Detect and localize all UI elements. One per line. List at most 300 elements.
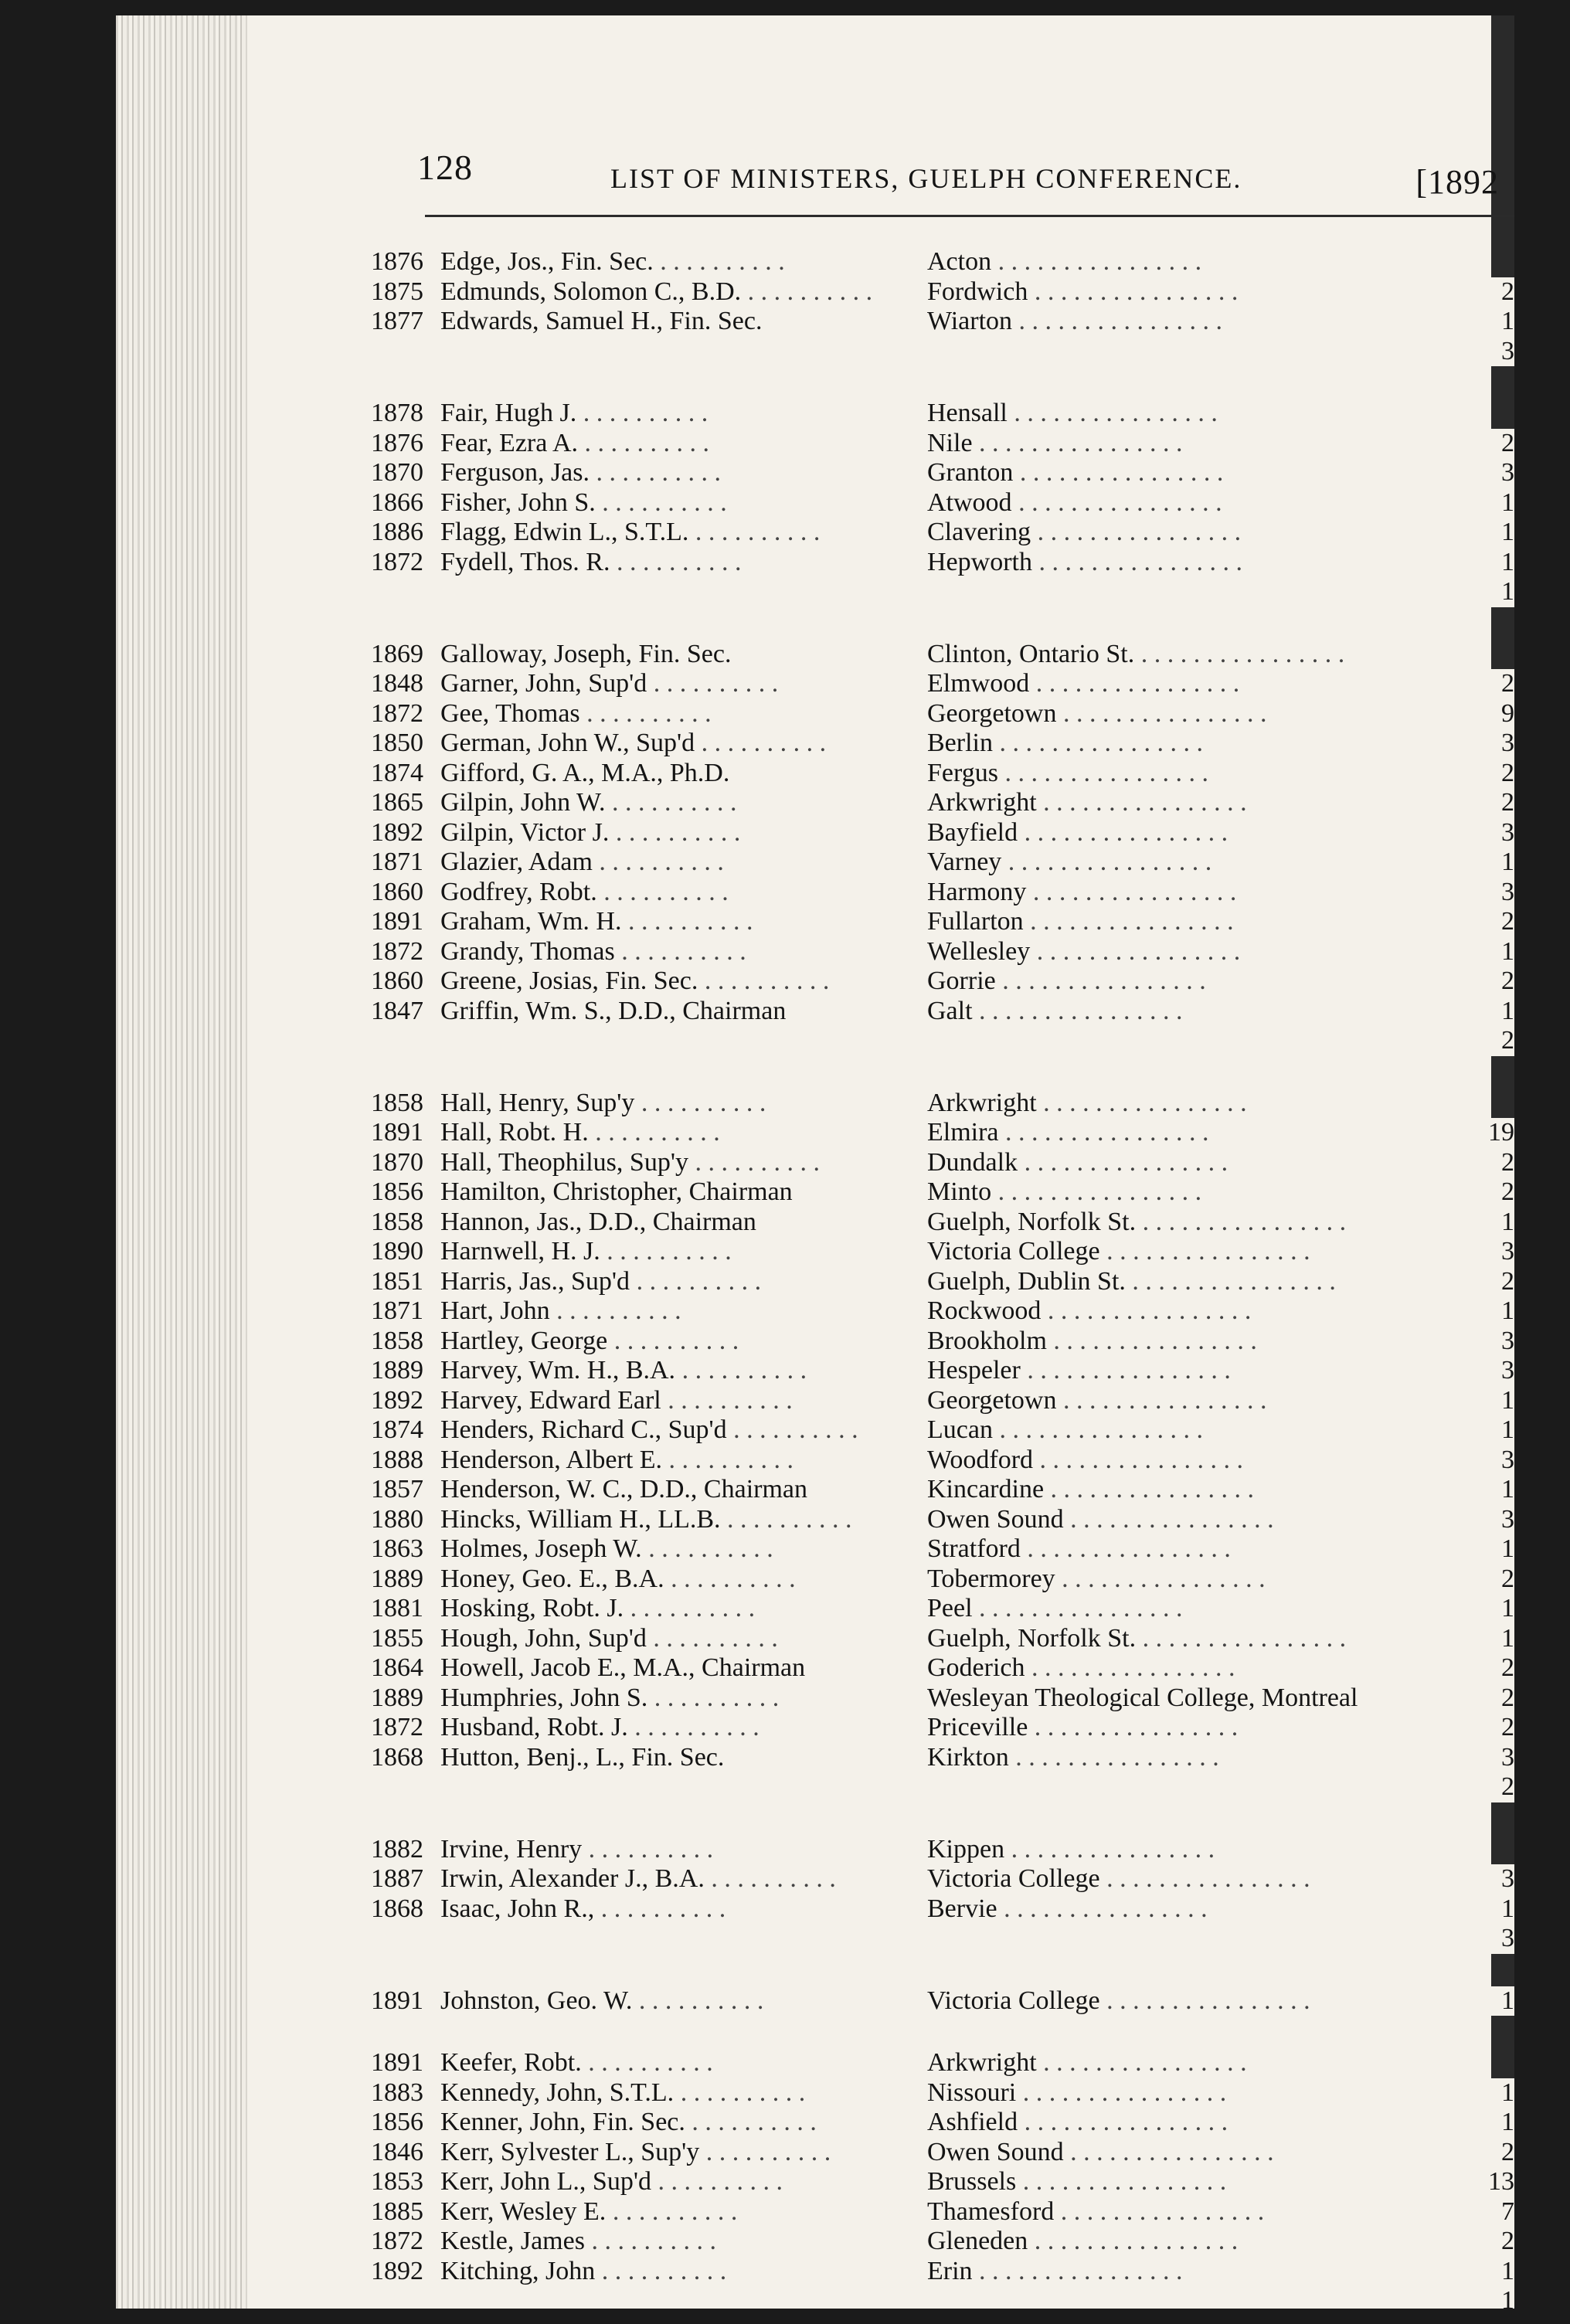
entry-year: 1846 bbox=[371, 2137, 423, 2166]
page-edge bbox=[116, 15, 247, 2309]
station-name: Fullarton . . bbox=[927, 907, 1468, 937]
minister-name: Hart, John . . bbox=[440, 1296, 919, 1327]
station-name: Woodford . . bbox=[927, 1446, 1468, 1476]
years-count: 13 bbox=[1463, 2167, 1514, 2197]
entry-year: 1877 bbox=[371, 307, 423, 335]
station-name: Georgetown . . bbox=[927, 699, 1468, 729]
station-name: Georgetown . . bbox=[927, 1386, 1468, 1416]
minister-row bbox=[371, 2138, 1514, 2168]
minister-row bbox=[371, 1148, 1514, 1178]
minister-row bbox=[371, 548, 1514, 578]
station-name: Victoria College . . bbox=[927, 1237, 1468, 1267]
letter-group bbox=[371, 1986, 1514, 2017]
station-name: Brookholm . . bbox=[927, 1327, 1468, 1357]
minister-name: Flagg, Edwin L., S.T.L. . . bbox=[440, 518, 919, 548]
minister-name: Johnston, Geo. W. . . bbox=[440, 1986, 919, 2017]
station-name: Brussels . . bbox=[927, 2167, 1468, 2197]
letter-group bbox=[371, 640, 1514, 1056]
minister-name: Kitching, John . . bbox=[440, 2257, 919, 2287]
minister-row bbox=[371, 1267, 1514, 1297]
entry-year: 1891 bbox=[371, 2048, 423, 2077]
minister-name: Kestle, James . . bbox=[440, 2227, 919, 2257]
station-name: Victoria College . . bbox=[927, 1986, 1468, 2017]
entry-year: 1857 bbox=[371, 1475, 423, 1503]
minister-name: Hartley, George . . bbox=[440, 1327, 919, 1357]
minister-name: Fear, Ezra A. . . bbox=[440, 429, 919, 459]
minister-row bbox=[371, 2048, 1514, 2078]
minister-name: Holmes, Joseph W. . . bbox=[440, 1534, 919, 1565]
minister-name: Fair, Hugh J. . . bbox=[440, 399, 919, 429]
minister-row bbox=[371, 1684, 1514, 1714]
station-name: Elmwood . . bbox=[927, 669, 1468, 699]
entry-year: 1881 bbox=[371, 1594, 423, 1622]
years-count: 7 bbox=[1463, 2197, 1514, 2227]
minister-row bbox=[371, 1835, 1514, 1865]
station-name: Ashfield . . bbox=[927, 2108, 1468, 2138]
entry-year: 1892 bbox=[371, 817, 423, 847]
years-count: 2 bbox=[1463, 1026, 1514, 1056]
entry-year: 1869 bbox=[371, 639, 423, 668]
years-count: 3 bbox=[1463, 1446, 1514, 1476]
station-name: Lucan . . bbox=[927, 1415, 1468, 1446]
station-name: Goderich . . bbox=[927, 1653, 1468, 1684]
entry-year: 1853 bbox=[371, 2167, 423, 2196]
years-count: 1 bbox=[1463, 1415, 1514, 1446]
minister-row bbox=[371, 2108, 1514, 2138]
years-count: 1 bbox=[1463, 1534, 1514, 1565]
years-count: 3 bbox=[1463, 1924, 1514, 1954]
minister-row bbox=[371, 1118, 1514, 1148]
minister-name: Garner, John, Sup'd . . bbox=[440, 669, 919, 699]
minister-row bbox=[371, 1327, 1514, 1357]
minister-name: Honey, Geo. E., B.A. . . bbox=[440, 1565, 919, 1595]
years-count: 3 bbox=[1463, 1864, 1514, 1894]
station-name: Varney . . bbox=[927, 848, 1468, 878]
entry-year: 1856 bbox=[371, 1177, 423, 1206]
years-count: 1 bbox=[1463, 488, 1514, 518]
station-name: Guelph, Norfolk St. . . bbox=[927, 1624, 1468, 1654]
station-name: Fordwich . . bbox=[927, 277, 1468, 307]
minister-name: Keefer, Robt. . . bbox=[440, 2048, 919, 2078]
entry-year: 1872 bbox=[371, 936, 423, 966]
station-name: Arkwright . . bbox=[927, 2048, 1468, 2078]
entry-year: 1870 bbox=[371, 1147, 423, 1177]
page-number: 128 bbox=[417, 148, 473, 187]
minister-name: Ferguson, Jas. . . bbox=[440, 458, 919, 488]
years-count: 2 bbox=[1463, 429, 1514, 459]
years-count: 2 bbox=[1463, 1148, 1514, 1178]
station-name: Galt . . bbox=[927, 997, 1468, 1027]
minister-name: Husband, Robt. J. . . bbox=[440, 1713, 919, 1743]
station-name: Granton . . bbox=[927, 458, 1468, 488]
years-count: 2 bbox=[1463, 1653, 1514, 1684]
minister-name: Hincks, William H., LL.B. . . bbox=[440, 1505, 919, 1535]
minister-name: Humphries, John S. . . bbox=[440, 1684, 919, 1714]
years-count: 1 bbox=[1463, 1296, 1514, 1327]
entry-year: 1882 bbox=[371, 1834, 423, 1864]
minister-name: Hutton, Benj., L., Fin. Sec. bbox=[440, 1742, 725, 1772]
page-header bbox=[417, 131, 1514, 201]
minister-name: Fydell, Thos. R. . . bbox=[440, 548, 919, 578]
minister-name: Kenner, John, Fin. Sec. . . bbox=[440, 2108, 919, 2138]
minister-name: Isaac, John R., . . bbox=[440, 1894, 919, 1925]
years-count: 2 bbox=[1463, 1177, 1514, 1208]
minister-row bbox=[371, 759, 1514, 789]
minister-name: Henderson, W. C., D.D., Chairman bbox=[440, 1475, 808, 1503]
entry-year: 1874 bbox=[371, 758, 423, 787]
letter-group bbox=[371, 399, 1514, 607]
minister-row bbox=[371, 907, 1514, 937]
minister-row bbox=[371, 818, 1514, 848]
minister-name: Kerr, John L., Sup'd . . bbox=[440, 2167, 919, 2197]
station-name: Rockwood . . bbox=[927, 1296, 1468, 1327]
years-count: 2 bbox=[1463, 277, 1514, 307]
minister-name: Hamilton, Christopher, Chairman bbox=[440, 1177, 793, 1206]
years-count: 3 bbox=[1463, 1327, 1514, 1357]
entry-year: 1863 bbox=[371, 1534, 423, 1563]
minister-name: Irwin, Alexander J., B.A. . . bbox=[440, 1864, 919, 1894]
minister-row bbox=[371, 848, 1514, 878]
minister-row bbox=[371, 247, 1514, 277]
ministers-list bbox=[371, 247, 1514, 2309]
station-name: Erin . . bbox=[927, 2257, 1468, 2287]
station-name: Clavering . . bbox=[927, 518, 1468, 548]
years-count: 3 bbox=[1463, 818, 1514, 848]
station-name: Hespeler . . bbox=[927, 1356, 1468, 1386]
minister-row bbox=[371, 518, 1514, 548]
minister-name: Glazier, Adam . . bbox=[440, 848, 919, 878]
station-name: Fergus . . bbox=[927, 759, 1468, 789]
minister-name: Grandy, Thomas . . bbox=[440, 937, 919, 967]
station-name: Hepworth . . bbox=[927, 548, 1468, 578]
minister-name: Gee, Thomas . . bbox=[440, 699, 919, 729]
station-name: Wiarton . . bbox=[927, 307, 1468, 337]
minister-row bbox=[371, 1296, 1514, 1327]
entry-year: 1848 bbox=[371, 669, 423, 698]
station-name: Kirkton . . bbox=[927, 1743, 1468, 1773]
station-name: Kincardine . . bbox=[927, 1475, 1468, 1505]
years-count: 3 bbox=[1463, 729, 1514, 759]
minister-row bbox=[371, 1237, 1514, 1267]
years-count: 3 bbox=[1463, 458, 1514, 488]
years-count: 1 bbox=[1463, 1386, 1514, 1416]
years-count: 2 bbox=[1463, 669, 1514, 699]
station-name: Minto . . bbox=[927, 1177, 1468, 1208]
entry-year: 1850 bbox=[371, 729, 423, 757]
minister-row bbox=[371, 1208, 1514, 1238]
minister-name: Kennedy, John, S.T.L. . . bbox=[440, 2078, 919, 2108]
entry-year: 1892 bbox=[371, 2256, 423, 2285]
years-count: 2 bbox=[1463, 1713, 1514, 1743]
entry-year: 1889 bbox=[371, 1356, 423, 1385]
station-name: Bervie . . bbox=[927, 1894, 1468, 1925]
minister-row bbox=[371, 577, 1514, 607]
minister-row bbox=[371, 1894, 1514, 1925]
minister-row bbox=[371, 937, 1514, 967]
minister-name: Hall, Robt. H. . . bbox=[440, 1118, 919, 1148]
minister-name: Henders, Richard C., Sup'd . . bbox=[440, 1415, 919, 1446]
entry-year: 1876 bbox=[371, 428, 423, 457]
years-count: 1 bbox=[1463, 1208, 1514, 1238]
minister-name: Edmunds, Solomon C., B.D. . . bbox=[440, 277, 919, 307]
station-name: Atwood . . bbox=[927, 488, 1468, 518]
minister-row bbox=[371, 1653, 1514, 1684]
entry-year: 1860 bbox=[371, 877, 423, 906]
entry-year: 1858 bbox=[371, 1326, 423, 1355]
letter-group bbox=[371, 247, 1514, 366]
years-count: 3 bbox=[1463, 1743, 1514, 1773]
minister-row bbox=[371, 1986, 1514, 2017]
entry-year: 1875 bbox=[371, 277, 423, 306]
minister-name: Edge, Jos., Fin. Sec. . . bbox=[440, 247, 919, 277]
entry-year: 1866 bbox=[371, 488, 423, 517]
minister-name: Kerr, Wesley E. . . bbox=[440, 2197, 919, 2227]
running-title: LIST OF MINISTERS, GUELPH CONFERENCE. bbox=[610, 163, 1242, 194]
years-count: 1 bbox=[1463, 548, 1514, 578]
entry-year: 1860 bbox=[371, 967, 423, 995]
entry-year: 1858 bbox=[371, 1207, 423, 1236]
years-count: 3 bbox=[1463, 1505, 1514, 1535]
minister-name: Harris, Jas., Sup'd . . bbox=[440, 1267, 919, 1297]
entry-year: 1872 bbox=[371, 1713, 423, 1741]
station-name: Thamesford . . bbox=[927, 2197, 1468, 2227]
entry-year: 1872 bbox=[371, 2227, 423, 2255]
entry-year: 1870 bbox=[371, 458, 423, 487]
minister-name: Harvey, Wm. H., B.A. . . bbox=[440, 1356, 919, 1386]
minister-row bbox=[371, 1356, 1514, 1386]
station-name: Nissouri . . bbox=[927, 2078, 1468, 2108]
minister-name: Gilpin, Victor J. . . bbox=[440, 818, 919, 848]
years-count: 1 bbox=[1463, 1986, 1514, 2017]
minister-name: Edwards, Samuel H., Fin. Sec. bbox=[440, 307, 763, 335]
minister-row bbox=[371, 878, 1514, 908]
minister-name: Godfrey, Robt. . . bbox=[440, 878, 919, 908]
years-count: 1 bbox=[1463, 307, 1514, 337]
entry-year: 1865 bbox=[371, 788, 423, 817]
entry-year: 1891 bbox=[371, 1986, 423, 2015]
entry-year: 1856 bbox=[371, 2108, 423, 2136]
years-count: 2 bbox=[1463, 788, 1514, 818]
station-name: Victoria College . . bbox=[927, 1864, 1468, 1894]
station-name: Guelph, Norfolk St. . . bbox=[927, 1208, 1468, 1238]
entry-year: 1892 bbox=[371, 1385, 423, 1415]
years-count: 1 bbox=[1463, 2078, 1514, 2108]
entry-year: 1888 bbox=[371, 1445, 423, 1474]
minister-name: Hall, Theophilus, Sup'y . . bbox=[440, 1148, 919, 1178]
minister-row bbox=[371, 458, 1514, 488]
minister-name: Kerr, Sylvester L., Sup'y . . bbox=[440, 2138, 919, 2168]
entry-year: 1890 bbox=[371, 1237, 423, 1266]
minister-row bbox=[371, 2227, 1514, 2257]
minister-name: Harnwell, H. J. . . bbox=[440, 1237, 919, 1267]
minister-name: Griffin, Wm. S., D.D., Chairman bbox=[440, 996, 787, 1025]
minister-row bbox=[371, 729, 1514, 759]
years-count: 1 bbox=[1463, 1475, 1514, 1505]
entry-year: 1872 bbox=[371, 547, 423, 576]
minister-row bbox=[371, 1924, 1514, 1954]
minister-row bbox=[371, 1475, 1514, 1505]
minister-row bbox=[371, 1772, 1514, 1802]
station-name: Dundalk . . bbox=[927, 1148, 1468, 1178]
entry-year: 1889 bbox=[371, 1564, 423, 1593]
letter-group bbox=[371, 1089, 1514, 1802]
entry-year: 1868 bbox=[371, 1742, 423, 1772]
years-count: 2 bbox=[1463, 967, 1514, 997]
years-count: 2 bbox=[1463, 2227, 1514, 2257]
minister-row bbox=[371, 488, 1514, 518]
station-name: Stratford . . bbox=[927, 1534, 1468, 1565]
entry-year: 1851 bbox=[371, 1266, 423, 1296]
minister-name: Hall, Henry, Sup'y . . bbox=[440, 1089, 919, 1119]
years-count: 1 bbox=[1463, 2257, 1514, 2287]
station-name: Arkwright . . bbox=[927, 788, 1468, 818]
minister-name: Gifford, G. A., M.A., Ph.D. bbox=[440, 758, 730, 787]
years-count: 2 bbox=[1463, 759, 1514, 789]
minister-row bbox=[371, 1624, 1514, 1654]
years-count: 1 bbox=[1463, 518, 1514, 548]
years-count: 1 bbox=[1463, 1624, 1514, 1654]
minister-row bbox=[371, 1415, 1514, 1446]
minister-row bbox=[371, 1177, 1514, 1208]
minister-row bbox=[371, 1446, 1514, 1476]
station-name: Priceville . . bbox=[927, 1713, 1468, 1743]
minister-name: Hosking, Robt. J. . . bbox=[440, 1594, 919, 1624]
station-name: Acton . . bbox=[927, 247, 1468, 277]
minister-row bbox=[371, 788, 1514, 818]
entry-year: 1889 bbox=[371, 1683, 423, 1712]
station-name: Wesleyan Theological College, Montreal bbox=[927, 1683, 1358, 1712]
minister-row bbox=[371, 1089, 1514, 1119]
minister-name: Hannon, Jas., D.D., Chairman bbox=[440, 1207, 756, 1236]
years-count: 2 bbox=[1463, 2138, 1514, 2168]
year-mark: [1892 bbox=[1415, 163, 1499, 201]
minister-row bbox=[371, 307, 1514, 337]
station-name: Wellesley . . bbox=[927, 937, 1468, 967]
years-count: 2 bbox=[1463, 1565, 1514, 1595]
entry-year: 1858 bbox=[371, 1088, 423, 1117]
station-name: Hensall . . bbox=[927, 399, 1468, 429]
station-name: Owen Sound . . bbox=[927, 1505, 1468, 1535]
years-count: 1 bbox=[1463, 937, 1514, 967]
minister-row bbox=[371, 640, 1514, 670]
station-name: Bayfield . . bbox=[927, 818, 1468, 848]
minister-name: Harvey, Edward Earl . . bbox=[440, 1386, 919, 1416]
book-page bbox=[116, 15, 1514, 2309]
minister-row bbox=[371, 277, 1514, 307]
years-count: 1 bbox=[1463, 997, 1514, 1027]
entry-year: 1886 bbox=[371, 518, 423, 546]
years-count: 2 bbox=[1463, 1267, 1514, 1297]
years-count: 3 bbox=[1463, 1356, 1514, 1386]
minister-row bbox=[371, 2257, 1514, 2287]
minister-row bbox=[371, 2286, 1514, 2309]
minister-row bbox=[371, 1864, 1514, 1894]
station-name: Arkwright . . bbox=[927, 1089, 1468, 1119]
years-count: 1 bbox=[1463, 2108, 1514, 2138]
station-name: Owen Sound . . bbox=[927, 2138, 1468, 2168]
minister-row bbox=[371, 669, 1514, 699]
minister-row bbox=[371, 1386, 1514, 1416]
minister-name: Howell, Jacob E., M.A., Chairman bbox=[440, 1653, 806, 1682]
station-name: Gleneden . . bbox=[927, 2227, 1468, 2257]
years-count: 3 bbox=[1463, 878, 1514, 908]
years-count: 1 bbox=[1463, 2286, 1514, 2309]
minister-name: Fisher, John S. . . bbox=[440, 488, 919, 518]
minister-row bbox=[371, 997, 1514, 1027]
minister-name: Graham, Wm. H. . . bbox=[440, 907, 919, 937]
entry-year: 1874 bbox=[371, 1415, 423, 1444]
minister-row bbox=[371, 1565, 1514, 1595]
years-count: 1 bbox=[1463, 1894, 1514, 1925]
letter-group bbox=[371, 1835, 1514, 1954]
minister-row bbox=[371, 1594, 1514, 1624]
years-count: 9 bbox=[1463, 699, 1514, 729]
station-name: Nile . . bbox=[927, 429, 1468, 459]
minister-name: Henderson, Albert E. . . bbox=[440, 1446, 919, 1476]
years-count: 2 bbox=[1463, 1684, 1514, 1714]
minister-row bbox=[371, 699, 1514, 729]
letter-group bbox=[371, 2048, 1514, 2309]
station-name: Peel . . bbox=[927, 1594, 1468, 1624]
entry-year: 1847 bbox=[371, 996, 423, 1025]
minister-name: Galloway, Joseph, Fin. Sec. bbox=[440, 639, 732, 668]
entry-year: 1876 bbox=[371, 247, 423, 276]
entry-year: 1864 bbox=[371, 1653, 423, 1682]
minister-name: Hough, John, Sup'd . . bbox=[440, 1624, 919, 1654]
minister-row bbox=[371, 2197, 1514, 2227]
minister-row bbox=[371, 337, 1514, 367]
minister-row bbox=[371, 429, 1514, 459]
years-count: 1 bbox=[1463, 1594, 1514, 1624]
entry-year: 1871 bbox=[371, 1296, 423, 1325]
entry-year: 1871 bbox=[371, 848, 423, 876]
minister-row bbox=[371, 1713, 1514, 1743]
years-count: 2 bbox=[1463, 1772, 1514, 1802]
entry-year: 1883 bbox=[371, 2078, 423, 2107]
entry-year: 1878 bbox=[371, 399, 423, 427]
station-name: Gorrie . . bbox=[927, 967, 1468, 997]
years-count: 3 bbox=[1463, 1237, 1514, 1267]
minister-row bbox=[371, 1534, 1514, 1565]
entry-year: 1887 bbox=[371, 1864, 423, 1893]
years-count: 1 bbox=[1463, 577, 1514, 607]
entry-year: 1891 bbox=[371, 907, 423, 936]
station-name: Berlin . . bbox=[927, 729, 1468, 759]
entry-year: 1891 bbox=[371, 1118, 423, 1147]
station-name: Kippen . . bbox=[927, 1835, 1468, 1865]
station-name: Elmira . . bbox=[927, 1118, 1468, 1148]
minister-row bbox=[371, 967, 1514, 997]
entry-year: 1885 bbox=[371, 2197, 423, 2226]
entry-year: 1868 bbox=[371, 1894, 423, 1923]
years-count: 19 bbox=[1463, 1118, 1514, 1148]
header-rule bbox=[425, 215, 1514, 217]
minister-row bbox=[371, 1026, 1514, 1056]
minister-row bbox=[371, 399, 1514, 429]
minister-name: Gilpin, John W. . . bbox=[440, 788, 919, 818]
minister-row bbox=[371, 2167, 1514, 2197]
station-name: Harmony . . bbox=[927, 878, 1468, 908]
minister-row bbox=[371, 1505, 1514, 1535]
minister-name: German, John W., Sup'd . . bbox=[440, 729, 919, 759]
years-count: 2 bbox=[1463, 907, 1514, 937]
minister-row bbox=[371, 1743, 1514, 1773]
entry-year: 1855 bbox=[371, 1623, 423, 1653]
station-name: Clinton, Ontario St. . . bbox=[927, 640, 1468, 670]
entry-year: 1872 bbox=[371, 698, 423, 728]
years-count: 3 bbox=[1463, 337, 1514, 367]
minister-name: Irvine, Henry . . bbox=[440, 1835, 919, 1865]
